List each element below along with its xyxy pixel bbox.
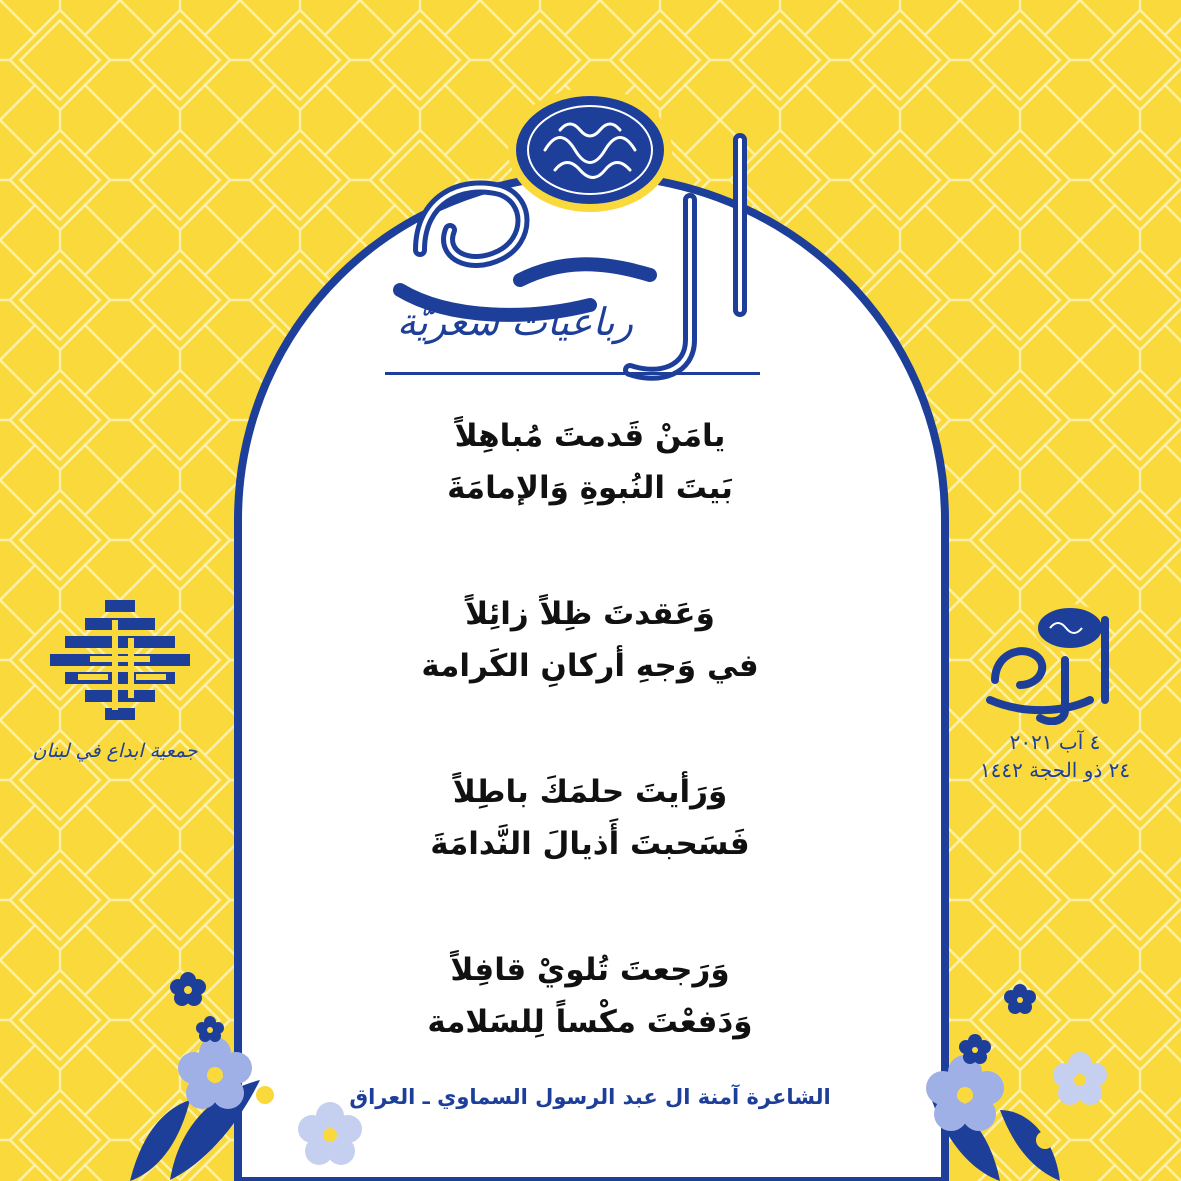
event-date (965, 728, 1145, 784)
verse-line: وَدَفعْتَ مكْساً لِلسَلامة (427, 1004, 753, 1040)
header-divider (385, 372, 760, 375)
verse-line: فَسَحبتَ أَذيالَ النَّدامَةَ (430, 826, 750, 862)
stanza (300, 410, 880, 514)
poem (300, 410, 880, 1122)
date-gregorian: ٤ آب ٢٠٢١ (1009, 730, 1101, 754)
verse-line: في وَجهِ أركانِ الكَرامة (421, 648, 759, 684)
verse-line: وَرَجعتَ تُلويْ قافِلاً (450, 952, 730, 988)
organization-name: جمعية ابداع في لبنان (32, 740, 198, 762)
stanza (300, 944, 880, 1048)
verse-line: وَعَقدتَ ظِلاً زائِلاً (465, 596, 715, 632)
poet-credit: الشاعرة آمنة ال عبد الرسول السماوي ـ العراق (349, 1085, 831, 1109)
stanza (300, 766, 880, 870)
verse-line: بَيتَ النُبوةِ وَالإمامَةَ (447, 470, 733, 506)
kufic-emblem-icon (50, 600, 190, 740)
mubahala-small-logo (975, 600, 1135, 725)
subtitle: رباعيّات شعْريّة (396, 300, 634, 344)
date-hijri: ٢٤ ذو الحجة ١٤٤٢ (979, 758, 1131, 782)
verse-line: وَرَأيتَ حلمَكَ باطِلاً (452, 774, 728, 810)
verse-line: يامَنْ قَدمتَ مُباهِلاً (454, 418, 726, 454)
stanza (300, 588, 880, 692)
